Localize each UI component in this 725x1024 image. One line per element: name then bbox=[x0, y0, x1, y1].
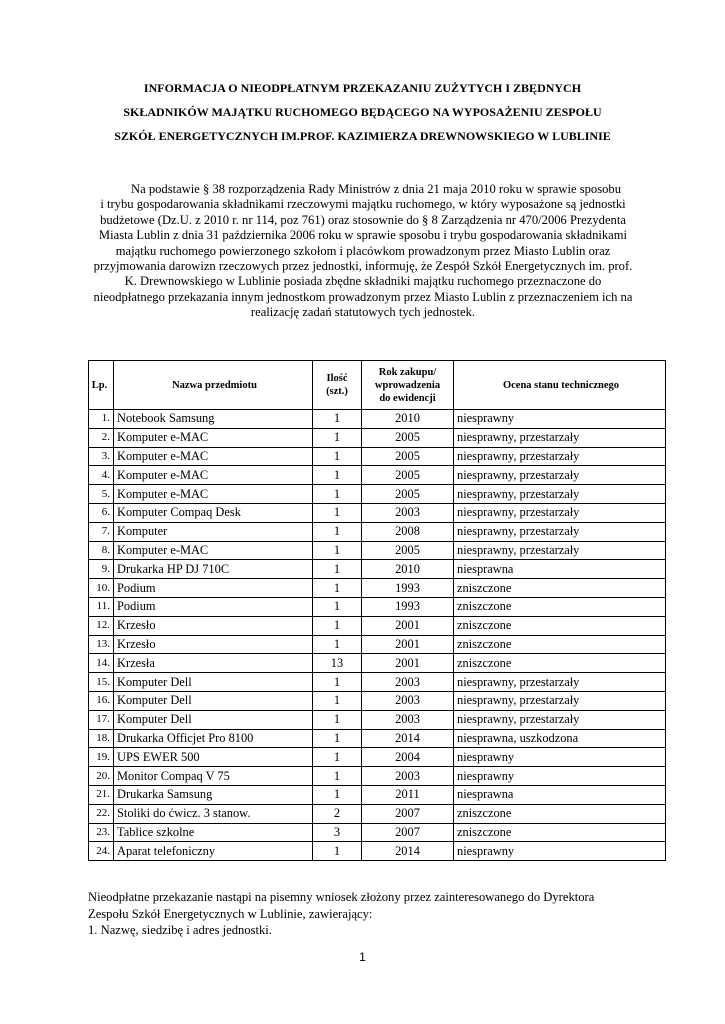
cell-lp: 7. bbox=[89, 522, 114, 541]
cell-state: zniszczone bbox=[454, 823, 666, 842]
cell-year: 2005 bbox=[362, 485, 454, 504]
cell-lp: 22. bbox=[89, 804, 114, 823]
cell-lp: 17. bbox=[89, 710, 114, 729]
cell-lp: 1. bbox=[89, 410, 114, 429]
cell-lp: 21. bbox=[89, 785, 114, 804]
cell-year: 2005 bbox=[362, 428, 454, 447]
cell-state: zniszczone bbox=[454, 616, 666, 635]
cell-year: 2014 bbox=[362, 729, 454, 748]
cell-lp: 10. bbox=[89, 579, 114, 598]
table-row bbox=[89, 560, 666, 579]
cell-year: 2004 bbox=[362, 748, 454, 767]
cell-state: niesprawny bbox=[454, 410, 666, 429]
cell-qty: 13 bbox=[313, 654, 362, 673]
cell-name: UPS EWER 500 bbox=[114, 748, 313, 767]
cell-year: 2003 bbox=[362, 710, 454, 729]
cell-qty: 1 bbox=[313, 560, 362, 579]
cell-year: 2010 bbox=[362, 560, 454, 579]
cell-name: Komputer e-MAC bbox=[114, 447, 313, 466]
cell-qty: 1 bbox=[313, 767, 362, 786]
cell-lp: 3. bbox=[89, 447, 114, 466]
cell-year: 2008 bbox=[362, 522, 454, 541]
table-row bbox=[89, 635, 666, 654]
closing-line: 1. Nazwę, siedzibę i adres jednostki. bbox=[88, 923, 272, 937]
title-line: SZKÓŁ ENERGETYCZNYCH IM.PROF. KAZIMIERZA DREWNOWSKIEGO W LUBLINIE bbox=[114, 129, 611, 143]
cell-year: 2001 bbox=[362, 635, 454, 654]
header-year-line: Rok zakupu/ bbox=[378, 366, 437, 378]
table-row bbox=[89, 823, 666, 842]
header-name: Nazwa przedmiotu bbox=[114, 361, 313, 410]
cell-qty: 1 bbox=[313, 541, 362, 560]
table-row bbox=[89, 428, 666, 447]
table-row bbox=[89, 466, 666, 485]
cell-qty: 1 bbox=[313, 485, 362, 504]
cell-qty: 1 bbox=[313, 410, 362, 429]
cell-qty: 1 bbox=[313, 710, 362, 729]
cell-qty: 1 bbox=[313, 691, 362, 710]
cell-year: 2010 bbox=[362, 410, 454, 429]
header-qty-line: (szt.) bbox=[326, 386, 348, 397]
cell-qty: 1 bbox=[313, 673, 362, 692]
table-row bbox=[89, 654, 666, 673]
table-row bbox=[89, 522, 666, 541]
cell-name: Monitor Compaq V 75 bbox=[114, 767, 313, 786]
cell-name: Drukarka Officjet Pro 8100 bbox=[114, 729, 313, 748]
cell-qty: 3 bbox=[313, 823, 362, 842]
cell-lp: 23. bbox=[89, 823, 114, 842]
cell-state: zniszczone bbox=[454, 654, 666, 673]
cell-lp: 9. bbox=[89, 560, 114, 579]
cell-state: niesprawny, przestarzały bbox=[454, 691, 666, 710]
cell-year: 2007 bbox=[362, 804, 454, 823]
cell-lp: 16. bbox=[89, 691, 114, 710]
cell-state: niesprawny, przestarzały bbox=[454, 447, 666, 466]
cell-state: niesprawny, przestarzały bbox=[454, 522, 666, 541]
cell-qty: 1 bbox=[313, 447, 362, 466]
cell-year: 2005 bbox=[362, 541, 454, 560]
cell-name: Notebook Samsung bbox=[114, 410, 313, 429]
cell-year: 2001 bbox=[362, 654, 454, 673]
intro-line: Miasta Lublin z dnia 31 października 2006 roku w sprawie sposobu i trybu gospodarowania składnikami bbox=[98, 228, 628, 243]
cell-qty: 1 bbox=[313, 748, 362, 767]
cell-name: Komputer Dell bbox=[114, 710, 313, 729]
closing-paragraph bbox=[88, 889, 668, 939]
cell-lp: 6. bbox=[89, 503, 114, 522]
title-line: INFORMACJA O NIEODPŁATNYM PRZEKAZANIU ZUŻYTYCH I ZBĘDNYCH bbox=[143, 81, 582, 95]
cell-qty: 1 bbox=[313, 785, 362, 804]
cell-year: 2001 bbox=[362, 616, 454, 635]
cell-state: niesprawny, przestarzały bbox=[454, 485, 666, 504]
cell-lp: 19. bbox=[89, 748, 114, 767]
cell-lp: 5. bbox=[89, 485, 114, 504]
cell-qty: 1 bbox=[313, 597, 362, 616]
table-header-row bbox=[89, 361, 666, 410]
cell-state: zniszczone bbox=[454, 804, 666, 823]
cell-year: 2003 bbox=[362, 503, 454, 522]
cell-year: 1993 bbox=[362, 597, 454, 616]
intro-line: przyjmowania darowizn rzeczowych przez jednostki, informuję, że Zespół Szkół Energetycznych im. prof. bbox=[93, 259, 633, 274]
cell-lp: 24. bbox=[89, 842, 114, 861]
intro-line: majątku ruchomego powierzonego szkołom i placówkom prowadzonym przez Miasto Lublin oraz bbox=[115, 243, 611, 258]
header-lp: Lp. bbox=[89, 361, 114, 410]
cell-year: 2005 bbox=[362, 466, 454, 485]
cell-state: niesprawna, uszkodzona bbox=[454, 729, 666, 748]
intro-line: Na podstawie § 38 rozporządzenia Rady Ministrów z dnia 21 maja 2010 roku w sprawie sposobu bbox=[131, 182, 621, 196]
cell-name: Aparat telefoniczny bbox=[114, 842, 313, 861]
cell-state: niesprawny, przestarzały bbox=[454, 673, 666, 692]
cell-state: niesprawny bbox=[454, 748, 666, 767]
cell-lp: 14. bbox=[89, 654, 114, 673]
page-number: 1 bbox=[359, 950, 366, 964]
table-row bbox=[89, 785, 666, 804]
cell-year: 2014 bbox=[362, 842, 454, 861]
closing-line: Nieodpłatne przekazanie nastąpi na pisemny wniosek złożony przez zainteresowanego do Dyrektora bbox=[88, 890, 595, 904]
table-row bbox=[89, 410, 666, 429]
cell-state: niesprawny, przestarzały bbox=[454, 710, 666, 729]
cell-state: niesprawny bbox=[454, 842, 666, 861]
intro-line: i trybu gospodarowania składnikami rzeczowymi majątku ruchomego, w który wyposażone są jednostki bbox=[100, 197, 626, 212]
cell-lp: 8. bbox=[89, 541, 114, 560]
cell-name: Komputer Compaq Desk bbox=[114, 503, 313, 522]
cell-name: Krzesło bbox=[114, 635, 313, 654]
cell-state: zniszczone bbox=[454, 635, 666, 654]
cell-year: 2003 bbox=[362, 691, 454, 710]
table-row bbox=[89, 541, 666, 560]
table-row bbox=[89, 579, 666, 598]
cell-state: niesprawny, przestarzały bbox=[454, 428, 666, 447]
intro-line: budżetowe (Dz.U. z 2010 r. nr 114, poz 761) oraz stosownie do § 8 Zarządzenia nr 470/2006 Prezydenta bbox=[100, 212, 626, 227]
cell-qty: 1 bbox=[313, 729, 362, 748]
cell-lp: 18. bbox=[89, 729, 114, 748]
table-row bbox=[89, 804, 666, 823]
table-row bbox=[89, 710, 666, 729]
cell-lp: 20. bbox=[89, 767, 114, 786]
header-state: Ocena stanu technicznego bbox=[454, 361, 666, 410]
items-table bbox=[88, 360, 666, 861]
cell-qty: 1 bbox=[313, 466, 362, 485]
cell-name: Drukarka HP DJ 710C bbox=[114, 560, 313, 579]
cell-qty: 1 bbox=[313, 428, 362, 447]
cell-lp: 4. bbox=[89, 466, 114, 485]
cell-qty: 1 bbox=[313, 635, 362, 654]
cell-name: Komputer e-MAC bbox=[114, 428, 313, 447]
cell-lp: 2. bbox=[89, 428, 114, 447]
table-row bbox=[89, 767, 666, 786]
cell-state: zniszczone bbox=[454, 597, 666, 616]
header-year-line: do ewidencji bbox=[379, 392, 436, 404]
table-row bbox=[89, 842, 666, 861]
intro-line: nieodpłatnego przekazania innym jednostkom prowadzonym przez Miasto Lublin z przeznaczeniem ich na bbox=[93, 289, 633, 304]
cell-state: niesprawny, przestarzały bbox=[454, 466, 666, 485]
table-row bbox=[89, 748, 666, 767]
cell-year: 2003 bbox=[362, 767, 454, 786]
cell-name: Stoliki do ćwicz. 3 stanow. bbox=[114, 804, 313, 823]
cell-name: Podium bbox=[114, 597, 313, 616]
cell-state: niesprawna bbox=[454, 560, 666, 579]
cell-year: 2005 bbox=[362, 447, 454, 466]
cell-name: Komputer bbox=[114, 522, 313, 541]
cell-qty: 1 bbox=[313, 522, 362, 541]
closing-line: Zespołu Szkół Energetycznych w Lublinie, zawierający: bbox=[88, 906, 373, 921]
cell-year: 2003 bbox=[362, 673, 454, 692]
header-year bbox=[362, 361, 454, 410]
cell-name: Tablice szkolne bbox=[114, 823, 313, 842]
cell-lp: 12. bbox=[89, 616, 114, 635]
cell-state: niesprawny, przestarzały bbox=[454, 541, 666, 560]
cell-name: Krzesło bbox=[114, 616, 313, 635]
table-row bbox=[89, 691, 666, 710]
cell-year: 2011 bbox=[362, 785, 454, 804]
intro-line: K. Drewnowskiego w Lublinie posiada zbędne składniki majątku ruchomego przeznaczone do bbox=[124, 274, 602, 289]
cell-state: zniszczone bbox=[454, 579, 666, 598]
cell-state: niesprawna bbox=[454, 785, 666, 804]
title-line: SKŁADNIKÓW MAJĄTKU RUCHOMEGO BĘDĄCEGO NA WYPOSAŻENIU ZESPOŁU bbox=[123, 105, 602, 119]
table-row bbox=[89, 616, 666, 635]
intro-paragraph bbox=[78, 182, 648, 321]
cell-name: Komputer e-MAC bbox=[114, 541, 313, 560]
cell-name: Komputer e-MAC bbox=[114, 466, 313, 485]
table-row bbox=[89, 729, 666, 748]
table-body bbox=[89, 410, 666, 861]
cell-name: Komputer e-MAC bbox=[114, 485, 313, 504]
cell-qty: 1 bbox=[313, 503, 362, 522]
document-title bbox=[90, 76, 635, 148]
cell-qty: 1 bbox=[313, 616, 362, 635]
cell-state: niesprawny, przestarzały bbox=[454, 503, 666, 522]
table-row bbox=[89, 485, 666, 504]
cell-name: Krzesła bbox=[114, 654, 313, 673]
cell-qty: 1 bbox=[313, 579, 362, 598]
cell-state: niesprawny bbox=[454, 767, 666, 786]
cell-name: Komputer Dell bbox=[114, 673, 313, 692]
cell-name: Drukarka Samsung bbox=[114, 785, 313, 804]
table-row bbox=[89, 503, 666, 522]
header-year-line: wprowadzenia bbox=[374, 379, 441, 391]
cell-name: Podium bbox=[114, 579, 313, 598]
cell-year: 2007 bbox=[362, 823, 454, 842]
cell-lp: 15. bbox=[89, 673, 114, 692]
cell-year: 1993 bbox=[362, 579, 454, 598]
cell-lp: 13. bbox=[89, 635, 114, 654]
table-row bbox=[89, 597, 666, 616]
header-qty bbox=[313, 361, 362, 410]
intro-line: realizację zadań statutowych tych jednostek. bbox=[250, 305, 476, 320]
cell-lp: 11. bbox=[89, 597, 114, 616]
cell-qty: 1 bbox=[313, 842, 362, 861]
header-qty-line: Ilość bbox=[326, 373, 348, 384]
cell-name: Komputer Dell bbox=[114, 691, 313, 710]
cell-qty: 2 bbox=[313, 804, 362, 823]
table-row bbox=[89, 447, 666, 466]
table-row bbox=[89, 673, 666, 692]
